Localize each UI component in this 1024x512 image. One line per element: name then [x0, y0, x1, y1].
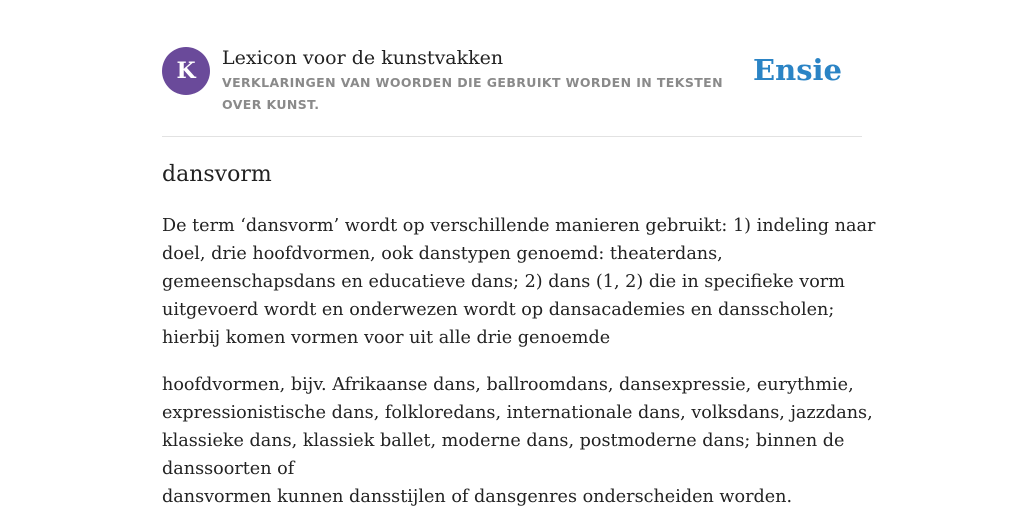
text-line: klassieke dans, klassiek ballet, moderne dans, postmoderne dans; binnen de [162, 431, 845, 451]
text-line: danssoorten of [162, 459, 295, 479]
site-subtitle: VERKLARINGEN VAN WOORDEN DIE GEBRUIKT WORDEN IN TEKSTEN OVER KUNST. [222, 75, 723, 112]
page-title: dansvorm [162, 162, 272, 187]
text-line: hoofdvormen, bijv. Afrikaanse dans, ballroomdans, dansexpressie, eurythmie, [162, 375, 854, 395]
text-line: uitgevoerd wordt en onderwezen wordt op dansacademies en dansscholen; [162, 300, 835, 320]
site-title[interactable]: Lexicon voor de kunstvakken [222, 47, 504, 69]
definition-paragraph-2 [162, 371, 873, 511]
definition-paragraph-1 [162, 212, 876, 352]
text-line: De term ‘dansvorm’ wordt op verschillende manieren gebruikt: 1) indeling naar [162, 216, 876, 236]
site-header [162, 46, 862, 137]
text-line: doel, drie hoofdvormen, ook danstypen genoemd: theaterdans, [162, 244, 723, 264]
page [162, 0, 876, 512]
text-line: expressionistische dans, folkloredans, internationale dans, volksdans, jazzdans, [162, 403, 873, 423]
text-line: dansvormen kunnen dansstijlen of dansgenres onderscheiden worden. [162, 487, 793, 507]
avatar[interactable]: K [162, 47, 210, 95]
brand-logo[interactable]: Ensie [753, 53, 842, 87]
text-line: gemeenschapsdans en educatieve dans; 2) dans (1, 2) die in specifieke vorm [162, 272, 845, 292]
text-line: hierbij komen vormen voor uit alle drie genoemde [162, 328, 611, 348]
